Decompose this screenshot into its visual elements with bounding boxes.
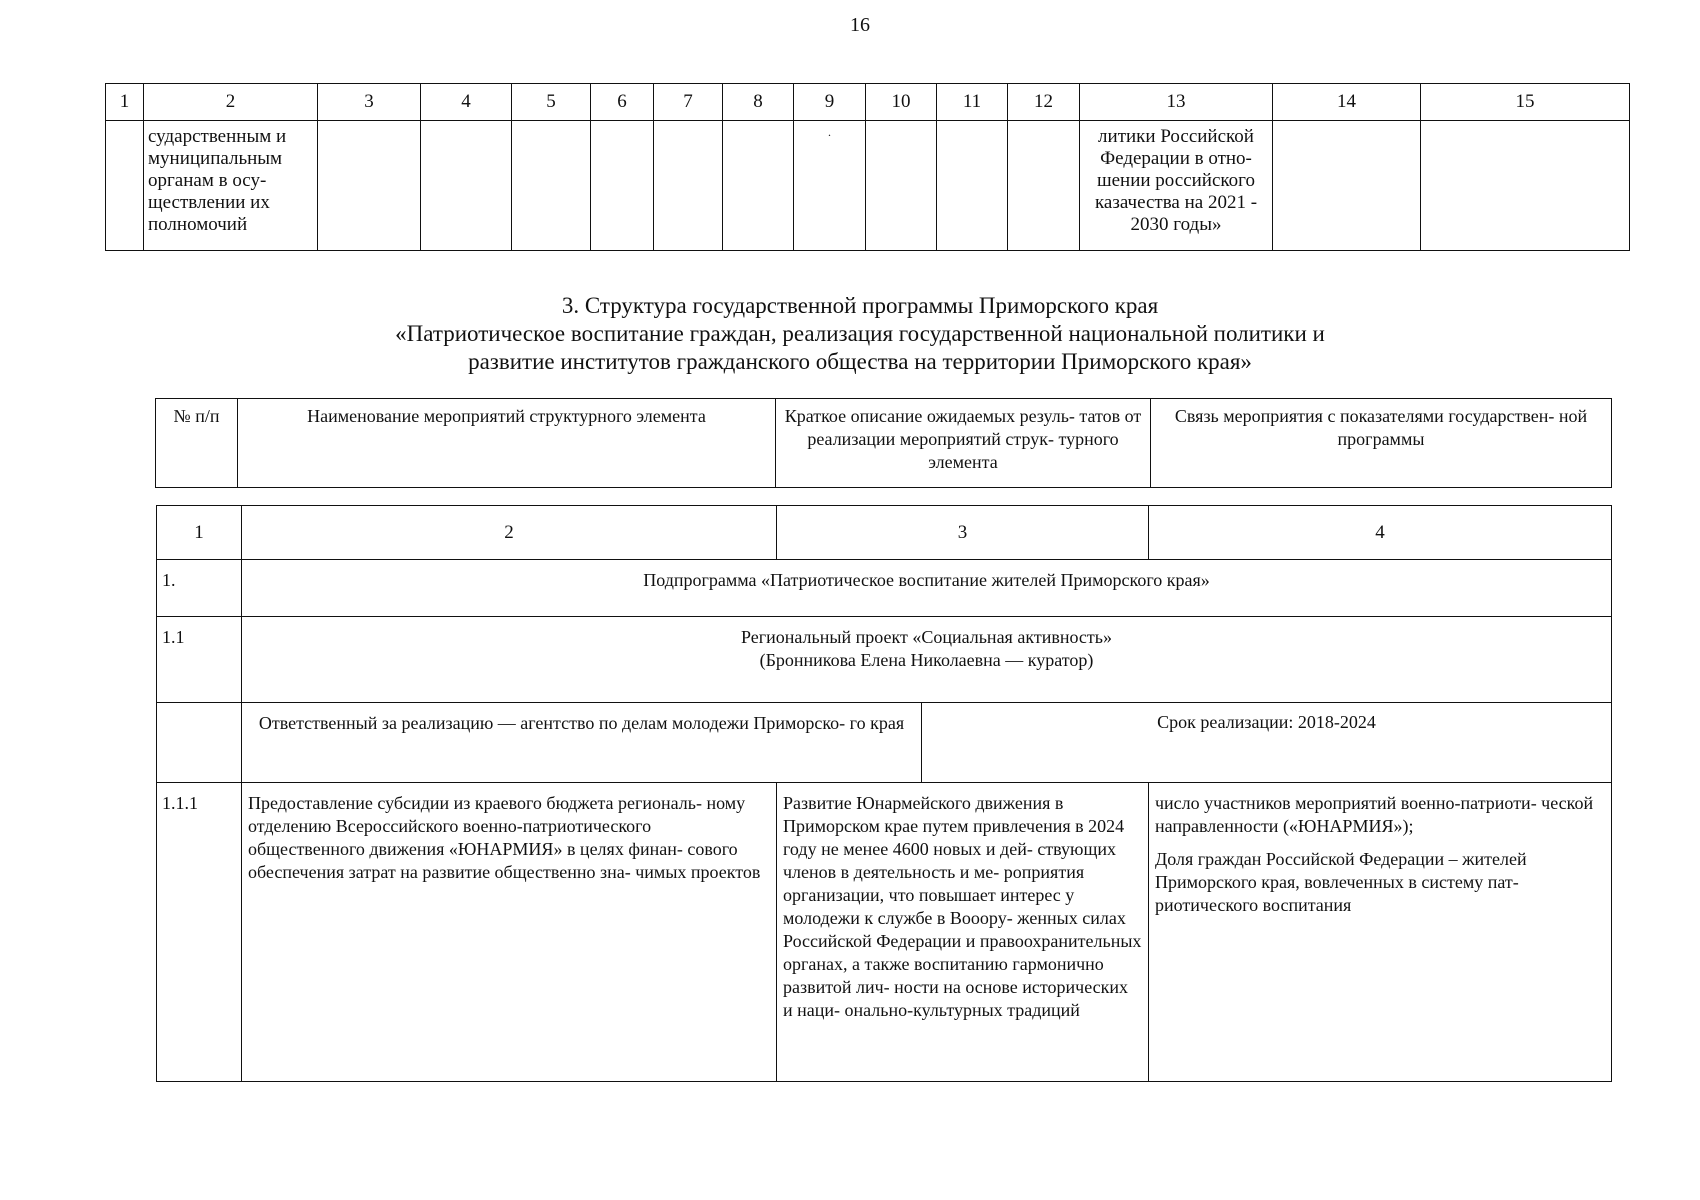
column-number: 1 — [106, 84, 144, 121]
project-row — [157, 617, 1612, 703]
header-indicator-link: Связь мероприятия с показателями государствен- ной программы — [1151, 399, 1612, 488]
subprogram-number: 1. — [157, 560, 242, 617]
page-number: 16 — [850, 14, 870, 36]
project-number: 1.1 — [157, 617, 242, 703]
header-expected-results: Краткое описание ожидаемых резуль- татов от реализации мероприятий струк- турного элемента — [776, 399, 1151, 488]
column-number: 7 — [654, 84, 723, 121]
project-title: Региональный проект «Социальная активность» — [741, 627, 1112, 647]
empty-cell — [106, 121, 144, 251]
empty-cell — [157, 703, 242, 783]
activity-number: 1.1.1 — [157, 783, 242, 1082]
column-number-row — [157, 506, 1612, 560]
subprogram-row — [157, 560, 1612, 617]
column-number: 6 — [591, 84, 654, 121]
section-title-line: 3. Структура государственной программы Приморского края — [561, 293, 1159, 318]
header-number: № п/п — [156, 399, 238, 488]
column-number: 3 — [777, 506, 1149, 560]
empty-cell — [591, 121, 654, 251]
column-number: 15 — [1421, 84, 1630, 121]
continued-program-cell: литики Российской Федерации в отно- шении российского казачества на 2021 - 2030 годы» — [1080, 121, 1273, 251]
column-number: 2 — [242, 506, 777, 560]
project-cell — [242, 617, 1612, 703]
continuation-table — [105, 83, 1630, 251]
column-number: 13 — [1080, 84, 1273, 121]
column-number: 10 — [866, 84, 937, 121]
empty-cell — [318, 121, 421, 251]
column-number: 5 — [512, 84, 591, 121]
column-number: 4 — [1149, 506, 1612, 560]
column-number: 1 — [157, 506, 242, 560]
column-number-row — [106, 84, 1630, 121]
responsible-executor: Ответственный за реализацию — агентство по делам молодежи Приморско- го края — [242, 703, 922, 782]
column-number: 12 — [1008, 84, 1080, 121]
activity-indicators — [1149, 783, 1612, 1082]
implementation-term: Срок реализации: 2018-2024 — [1157, 712, 1376, 732]
column-number: 9 — [794, 84, 866, 121]
section-title-line: «Патриотическое воспитание граждан, реализация государственной национальной политики и — [395, 321, 1325, 346]
empty-cell — [1008, 121, 1080, 251]
indicator-2: Доля граждан Российской Федерации – жителей Приморского края, вовлеченных в систему пат- риотического воспитания — [1155, 849, 1527, 915]
column-number: 8 — [723, 84, 794, 121]
empty-cell — [1421, 121, 1630, 251]
empty-cell — [512, 121, 591, 251]
section-title-line: развитие институтов гражданского общества на территории Приморского края» — [468, 349, 1252, 374]
section-title — [0, 292, 1700, 376]
subprogram-title: Подпрограмма «Патриотическое воспитание жителей Приморского края» — [242, 560, 1612, 617]
responsible-cell — [242, 703, 1612, 783]
structure-table — [156, 505, 1612, 1082]
header-activity-name: Наименование мероприятий структурного элемента — [238, 399, 776, 488]
project-curator: (Бронникова Елена Николаевна — куратор) — [759, 650, 1094, 670]
activity-result: Развитие Юнармейского движения в Приморском крае путем привлечения в 2024 году не менее 4600 новых и дей- ствующих членов в деятельность и ме- роприятия организации, что повышает интерес у молодежи к службе в Вооору- женных силах Российской Федерации и правоохранительных органах, а также воспитанию гармонично развитой лич- ности на основе исторических и наци- онально-культурных традиций — [777, 783, 1149, 1082]
table-row — [106, 121, 1630, 251]
empty-cell — [866, 121, 937, 251]
structure-header-table — [155, 398, 1612, 488]
continued-name-cell: сударственным и муниципальным органам в осу- ществлении их полномочий — [144, 121, 318, 251]
column-number: 2 — [144, 84, 318, 121]
column-number: 11 — [937, 84, 1008, 121]
empty-cell — [654, 121, 723, 251]
empty-cell — [421, 121, 512, 251]
column-number: 3 — [318, 84, 421, 121]
header-row — [156, 399, 1612, 488]
column-number: 4 — [421, 84, 512, 121]
activity-row — [157, 783, 1612, 1082]
column-number: 14 — [1273, 84, 1421, 121]
empty-cell — [937, 121, 1008, 251]
indicator-1: число участников мероприятий военно-патриоти- ческой направленности («ЮНАРМИЯ»); — [1155, 793, 1594, 836]
empty-cell — [1273, 121, 1421, 251]
empty-cell — [723, 121, 794, 251]
stray-mark: · — [794, 121, 866, 251]
responsible-row — [157, 703, 1612, 783]
activity-name: Предоставление субсидии из краевого бюджета региональ- ному отделению Всероссийского военно-патриотического общественного движения «ЮНАРМИЯ» в целях финан- сового обеспечения затрат на развитие общественно зна- чимых проектов — [242, 783, 777, 1082]
